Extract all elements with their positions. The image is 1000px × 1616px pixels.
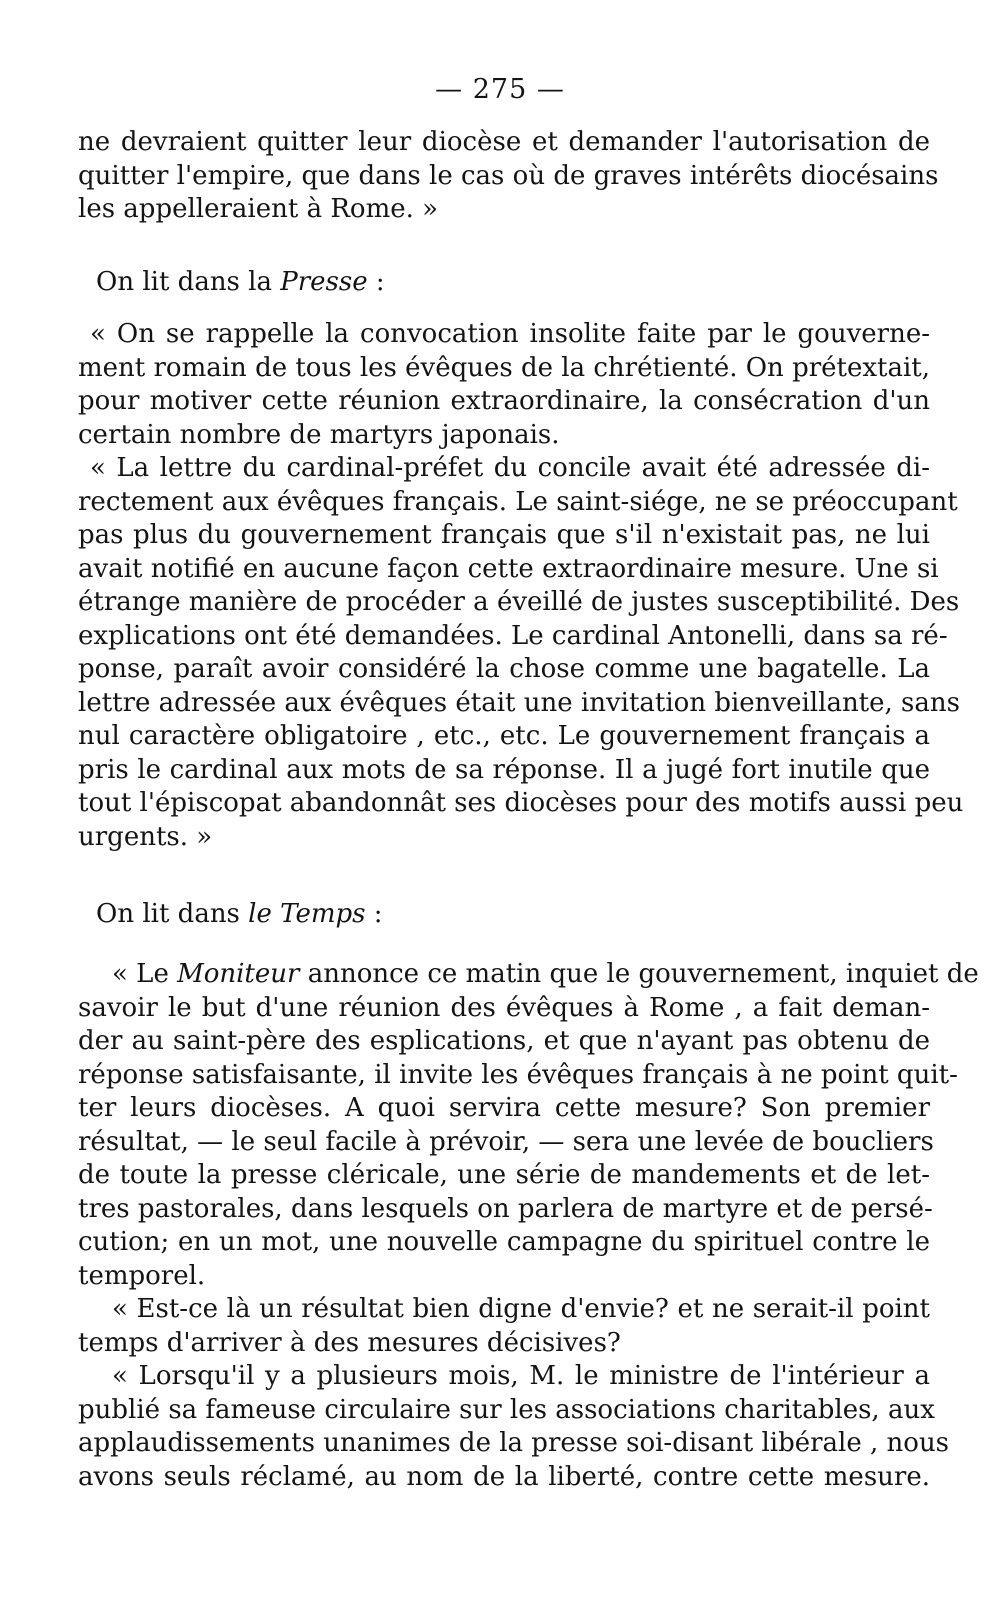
- quote-temps: [78, 958, 979, 1494]
- heading-prefix: On lit dans: [96, 899, 249, 929]
- text-line: tout l'épiscopat abandonnât ses diocèses pour des motifs aussi peu: [78, 788, 964, 818]
- text-line: ter leurs diocèses. A quoi servira cette mesure? Son premier: [78, 1093, 930, 1123]
- text-line: der au saint-père des esplications, et que n'ayant pas obtenu de: [78, 1026, 930, 1056]
- text-line: « Est-ce là un résultat bien digne d'envie? et ne serait-il point: [112, 1294, 930, 1324]
- text-line: « Le Moniteur annonce ce matin que le gouvernement, inquiet de: [112, 959, 979, 989]
- text-line: « La lettre du cardinal-préfet du concile avait été adressée di-: [90, 453, 930, 483]
- text-line: ment romain de tous les évêques de la chrétienté. On prétextait,: [78, 352, 930, 383]
- text-line: temporel.: [78, 1260, 206, 1291]
- text-line: « Lorsqu'il y a plusieurs mois, M. le ministre de l'intérieur a: [112, 1361, 930, 1391]
- text-line: nul caractère obligatoire , etc., etc. Le gouvernement français a: [78, 721, 930, 751]
- source-heading-temps: [96, 898, 383, 932]
- text-line: réponse satisfaisante, il invite les évêques français à ne point quit-: [78, 1059, 958, 1090]
- paragraph-continuation: [78, 126, 939, 227]
- source-name: Moniteur: [177, 959, 300, 989]
- text-line: applaudissements unanimes de la presse soi-disant libérale , nous: [78, 1428, 950, 1458]
- text-line: étrange manière de procéder a éveillé de justes susceptibilité. Des: [78, 587, 960, 617]
- text-line: temps d'arriver à des mesures décisives?: [78, 1327, 621, 1358]
- text-line: quitter l'empire, que dans le cas où de graves intérêts diocésains: [78, 160, 939, 191]
- text-line: de toute la presse cléricale, une série de mandements et de let-: [78, 1160, 930, 1190]
- text-line: cution; en un mot, une nouvelle campagne du spirituel contre le: [78, 1227, 930, 1257]
- text-line: les appelleraient à Rome. »: [78, 194, 439, 224]
- text-line: lettre adressée aux évêques était une invitation bienveillante, sans: [78, 687, 960, 718]
- text-line: ponse, paraît avoir considéré la chose comme une bagatelle. La: [78, 654, 930, 684]
- text-line: pour motiver cette réunion extraordinaire, la consécration d'un: [78, 386, 930, 416]
- text-line: publié sa fameuse circulaire sur les associations charitables, aux: [78, 1394, 935, 1425]
- text-line: tres pastorales, dans lesquels on parlera de martyre et de persé-: [78, 1193, 933, 1224]
- source-heading-presse: [96, 266, 385, 300]
- text-line: savoir le but d'une réunion des évêques à Rome , a fait deman-: [78, 992, 930, 1023]
- heading-suffix: :: [365, 899, 383, 929]
- text-line: résultat, — le seul facile à prévoir, — sera une levée de boucliers: [78, 1126, 934, 1157]
- heading-prefix: On lit dans la: [96, 267, 281, 297]
- text-line: urgents. »: [78, 821, 213, 852]
- quote-presse: [78, 318, 964, 854]
- text-line: explications ont été demandées. Le cardinal Antonelli, dans sa ré-: [78, 620, 948, 651]
- text-line: pris le cardinal aux mots de sa réponse. Il a jugé fort inutile que: [78, 754, 930, 785]
- text-line: rectement aux évêques français. Le saint-siége, ne se préoccupant: [78, 486, 958, 517]
- text-line: avait notifié en aucune façon cette extraordinaire mesure. Une si: [78, 553, 939, 584]
- text-line: certain nombre de martyrs japonais.: [78, 419, 560, 450]
- text-line: avons seuls réclamé, au nom de la liberté, contre cette mesure.: [78, 1461, 930, 1492]
- text-line: pas plus du gouvernement français que s'il n'existait pas, ne lui: [78, 520, 930, 550]
- text-line: « On se rappelle la convocation insolite faite par le gouverne-: [90, 319, 930, 349]
- page-number: — 275 —: [435, 74, 565, 105]
- source-name: le Temps: [248, 899, 366, 929]
- heading-suffix: :: [367, 267, 385, 297]
- source-name: Presse: [280, 267, 368, 297]
- text-line: ne devraient quitter leur diocèse et demander l'autorisation de: [78, 127, 930, 157]
